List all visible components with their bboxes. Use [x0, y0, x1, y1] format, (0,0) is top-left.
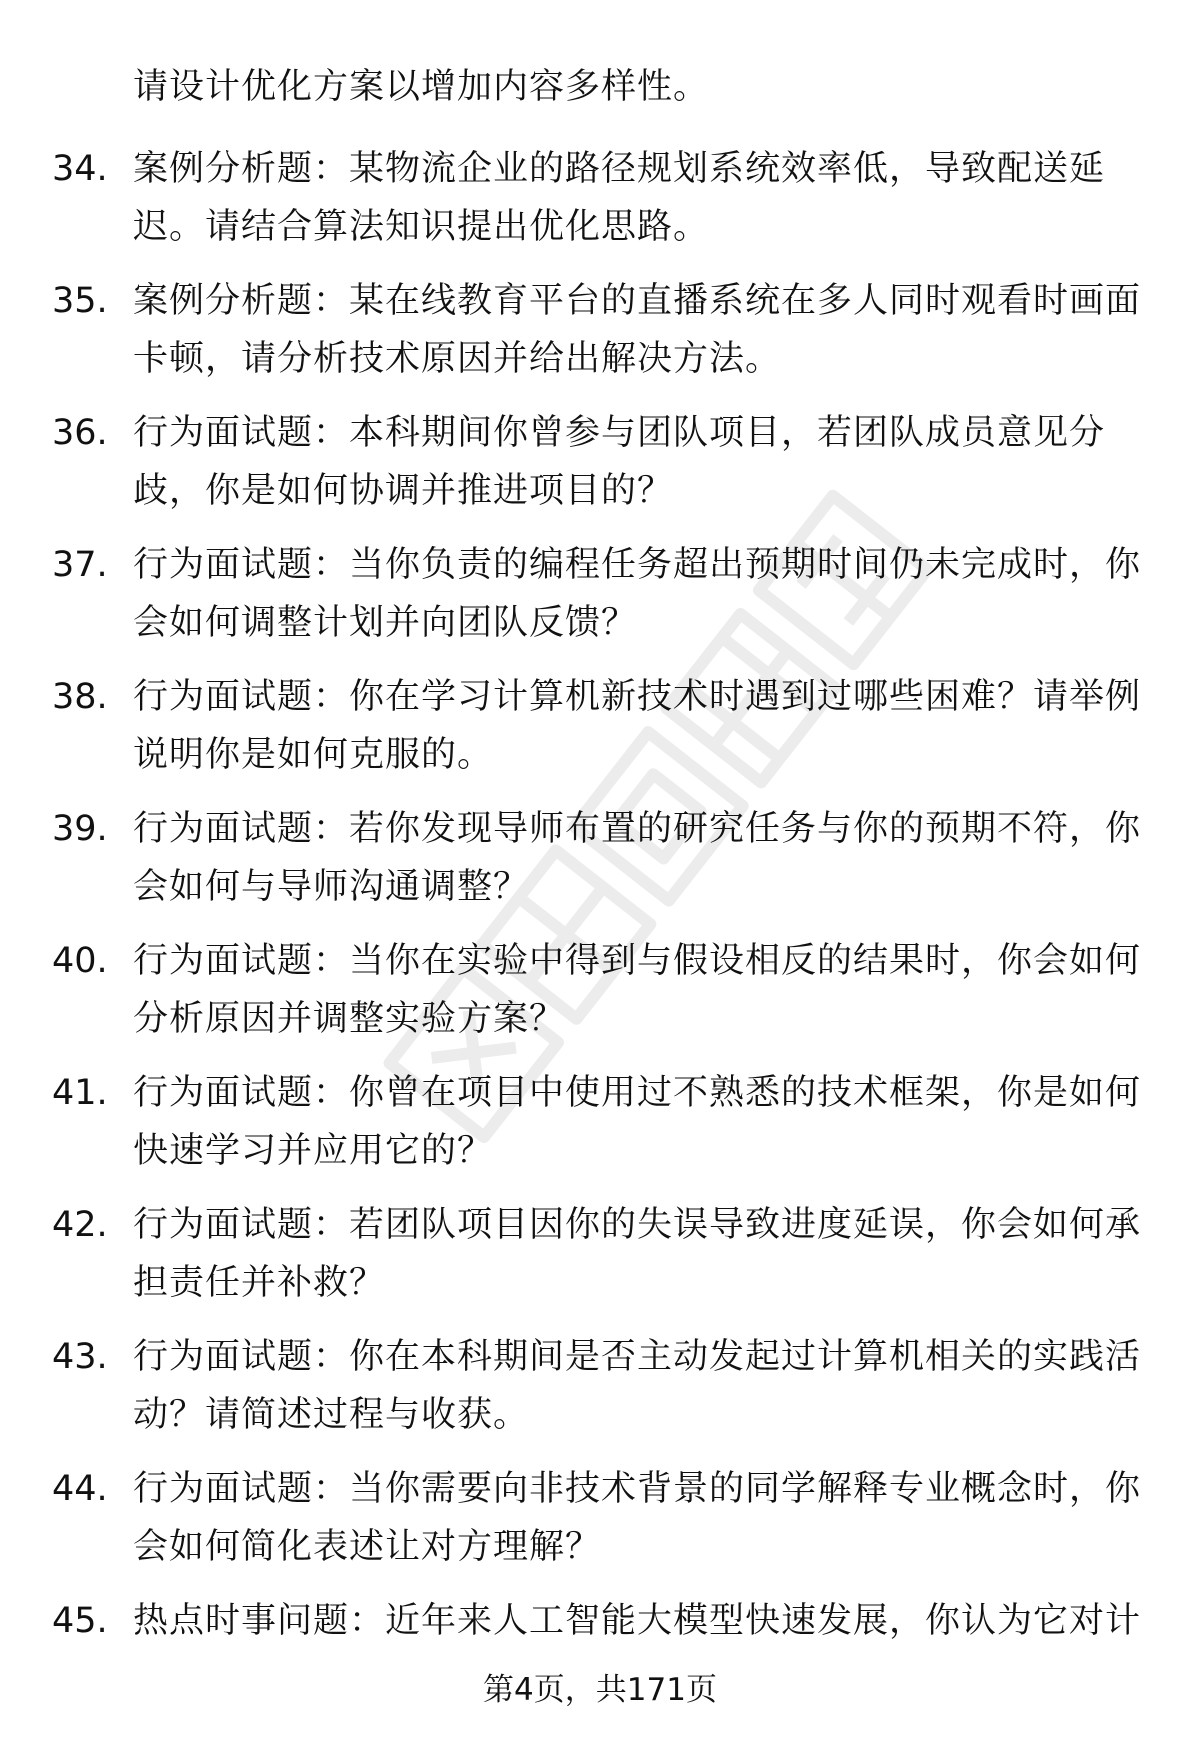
question-line: 案例分析题：某在线教育平台的直播系统在多人同时观看时画面 — [133, 281, 1142, 321]
question-line: 分析原因并调整实验方案？ — [133, 999, 566, 1039]
question-number: 42. — [52, 1205, 108, 1245]
question-line: 行为面试题：当你在实验中得到与假设相反的结果时，你会如何 — [133, 941, 1142, 981]
question-text — [133, 404, 1153, 520]
question-line: 行为面试题：你在学习计算机新技术时遇到过哪些困难？请举例 — [133, 677, 1142, 717]
list-item — [0, 932, 1200, 1064]
list-item — [0, 272, 1200, 404]
question-line: 行为面试题：当你负责的编程任务超出预期时间仍未完成时，你 — [133, 545, 1142, 585]
question-number: 34. — [52, 149, 108, 189]
question-line: 快速学习并应用它的？ — [133, 1131, 494, 1171]
question-list — [0, 140, 1200, 1724]
question-number: 36. — [52, 413, 108, 453]
question-line: 行为面试题：你在本科期间是否主动发起过计算机相关的实践活 — [133, 1337, 1142, 1377]
question-text — [133, 800, 1153, 916]
question-text — [133, 1592, 1153, 1650]
question-text — [133, 272, 1153, 388]
page-footer: 第4页，共171页 — [483, 1672, 717, 1708]
list-item — [0, 1460, 1200, 1592]
question-text — [133, 668, 1153, 784]
list-item — [0, 800, 1200, 932]
question-text — [133, 1460, 1153, 1576]
question-text — [133, 932, 1153, 1048]
question-line: 会如何与导师沟通调整？ — [133, 867, 530, 907]
question-line: 行为面试题：本科期间你曾参与团队项目，若团队成员意见分 — [133, 413, 1106, 453]
question-text — [133, 1196, 1153, 1312]
question-line: 歧，你是如何协调并推进项目的？ — [133, 471, 674, 511]
list-item — [0, 140, 1200, 272]
continued-question-text: 请设计优化方案以增加内容多样性。 — [133, 67, 710, 107]
question-number: 37. — [52, 545, 108, 585]
question-text — [133, 1328, 1153, 1444]
question-text — [133, 536, 1153, 652]
question-number: 39. — [52, 809, 108, 849]
list-item — [0, 1196, 1200, 1328]
list-item — [0, 1064, 1200, 1196]
question-line: 行为面试题：若你发现导师布置的研究任务与你的预期不符，你 — [133, 809, 1142, 849]
question-line: 案例分析题：某物流企业的路径规划系统效率低，导致配送延 — [133, 149, 1106, 189]
question-line: 行为面试题：若团队项目因你的失误导致进度延误，你会如何承 — [133, 1205, 1142, 1245]
question-number: 40. — [52, 941, 108, 981]
question-number: 44. — [52, 1469, 108, 1509]
question-text — [133, 140, 1153, 256]
question-number: 43. — [52, 1337, 108, 1377]
question-line: 行为面试题：你曾在项目中使用过不熟悉的技术框架，你是如何 — [133, 1073, 1142, 1113]
list-item — [0, 404, 1200, 536]
question-number: 38. — [52, 677, 108, 717]
question-line: 卡顿，请分析技术原因并给出解决方法。 — [133, 339, 782, 379]
question-line: 会如何调整计划并向团队反馈？ — [133, 603, 638, 643]
question-number: 35. — [52, 281, 108, 321]
question-line: 迟。请结合算法知识提出优化思路。 — [133, 207, 710, 247]
question-line: 会如何简化表述让对方理解？ — [133, 1527, 602, 1567]
question-line: 行为面试题：当你需要向非技术背景的同学解释专业概念时，你 — [133, 1469, 1142, 1509]
list-item — [0, 536, 1200, 668]
question-number: 45. — [52, 1601, 108, 1641]
list-item — [0, 668, 1200, 800]
question-line: 热点时事问题：近年来人工智能大模型快速发展，你认为它对计 — [133, 1601, 1142, 1641]
question-number: 41. — [52, 1073, 108, 1113]
list-item — [0, 1328, 1200, 1460]
question-line: 动？请简述过程与收获。 — [133, 1395, 530, 1435]
question-text — [133, 1064, 1153, 1180]
question-line: 担责任并补救？ — [133, 1263, 386, 1303]
question-line: 说明你是如何克服的。 — [133, 735, 494, 775]
